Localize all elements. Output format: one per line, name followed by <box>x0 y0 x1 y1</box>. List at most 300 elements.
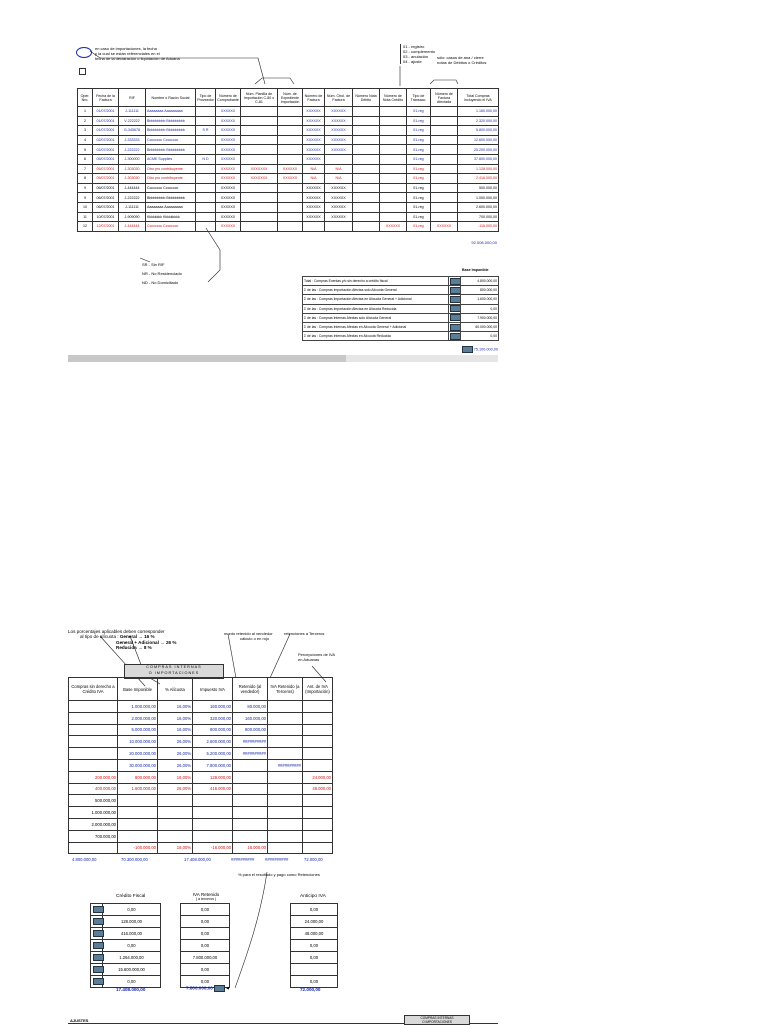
value-cell: 0,00 <box>181 976 230 988</box>
table-cell <box>278 183 303 193</box>
table-cell <box>268 724 303 736</box>
legend-line: ND - No Domiciliado <box>142 280 179 285</box>
table-cell <box>268 736 303 748</box>
table-cell: 30.000.000,00 <box>118 759 158 771</box>
value-cell: 0,00 <box>181 916 230 928</box>
table-cell: XXXXXX <box>216 183 241 193</box>
table-row <box>181 928 230 940</box>
table-cell: XXXXXX <box>216 145 241 155</box>
col-header: RIF <box>119 89 146 107</box>
table-cell: 2.600.000,00 <box>458 202 499 212</box>
summary-value: 800.000,00 <box>461 286 499 295</box>
value-cell: 0,00 <box>181 928 230 940</box>
calc-button[interactable] <box>450 287 461 294</box>
table-cell: 320.000,00 <box>193 712 233 724</box>
calc-button-cell[interactable] <box>91 964 103 976</box>
legend-line: 03 - anulación <box>403 54 429 59</box>
table-cell <box>241 154 278 164</box>
table-cell: 24.000,00 <box>303 771 333 783</box>
legend-line: 04 - ajuste <box>403 59 422 64</box>
table-cell: 01-reg <box>407 222 431 232</box>
table-cell: XXXXXX <box>216 193 241 203</box>
scrollbar-thumb[interactable] <box>68 355 346 362</box>
calc-button[interactable] <box>93 966 104 973</box>
table-cell <box>380 174 407 184</box>
table-row <box>291 952 338 964</box>
col-header: Tipo de Proveedor <box>196 89 216 107</box>
table-row <box>181 952 230 964</box>
calc-button[interactable] <box>450 305 461 312</box>
grand-total: 92.008.000,00 <box>471 240 497 245</box>
table-cell: 9 <box>78 193 93 203</box>
table-cell: 2.416.000,00 <box>458 174 499 184</box>
table-cell: N/A <box>303 174 325 184</box>
table-cell <box>303 724 333 736</box>
table-cell: XXXXXX <box>303 183 325 193</box>
table-cell: XXXXXX <box>303 135 325 145</box>
table-cell: J-111111 <box>119 202 146 212</box>
table-cell <box>278 193 303 203</box>
calc-button[interactable] <box>450 296 461 303</box>
table-cell: 01-reg <box>407 174 431 184</box>
table-cell: 01-reg <box>407 212 431 222</box>
table-cell <box>158 795 193 807</box>
value-cell: 1.264.000,00 <box>103 952 161 964</box>
table-cell <box>303 701 333 713</box>
table-cell: Aaaaaaaa Aaaaaaaaa <box>146 107 196 117</box>
table-row <box>291 964 338 976</box>
table-cell <box>353 222 380 232</box>
table-cell <box>118 818 158 830</box>
table-cell <box>69 736 118 748</box>
table-cell: XXXXXX <box>216 126 241 136</box>
table-cell: 10/07/2001 <box>93 212 119 222</box>
table-cell: 1.128.000,00 <box>458 164 499 174</box>
table-cell: J-444444 <box>119 183 146 193</box>
summary-total-row <box>448 346 498 353</box>
legend-line: SR - Sin RIF <box>142 262 165 267</box>
value-cell: 0,00 <box>103 976 161 988</box>
table-cell <box>69 748 118 760</box>
table-cell <box>69 701 118 713</box>
table-row <box>78 174 499 184</box>
calc-button[interactable] <box>93 942 104 949</box>
table-cell: Cccccccc Cccccccc <box>146 222 196 232</box>
table-cell: 10.000.000,00 <box>118 736 158 748</box>
table-row <box>69 818 333 830</box>
table-cell: 128.000,00 <box>193 771 233 783</box>
table-cell <box>431 126 458 136</box>
total-ant: 72.000,00 <box>304 857 323 862</box>
table-row <box>78 116 499 126</box>
calc-button-cell[interactable] <box>449 332 461 341</box>
note-line: cálculo o en rojo <box>240 636 270 641</box>
table-cell <box>196 107 216 117</box>
table-cell <box>196 164 216 174</box>
table-cell <box>303 807 333 819</box>
summary-value: 4.800.000,00 <box>461 277 499 286</box>
table-cell: 12/07/2001 <box>93 222 119 232</box>
value-cell: 0,00 <box>103 904 161 916</box>
table-cell: 500.000,00 <box>69 795 118 807</box>
table-cell <box>353 174 380 184</box>
table-cell: XXXXXX <box>325 145 353 155</box>
table-row <box>78 164 499 174</box>
summary-label: Σ de las : Compras Importación Afectas solo Alícuota General <box>303 286 449 295</box>
table-cell <box>241 193 278 203</box>
table-row <box>69 759 333 771</box>
table-cell: 800.000,00 <box>233 724 268 736</box>
group-header-line: COMPRAS INTERNAS <box>146 665 202 669</box>
table-cell: G-345678 <box>119 126 146 136</box>
table-cell <box>193 818 233 830</box>
table-cell: 20.000.000,00 <box>118 748 158 760</box>
table-cell: XXXXXX <box>278 164 303 174</box>
table-cell <box>268 748 303 760</box>
table-cell <box>193 795 233 807</box>
table-cell: XXXXXX <box>325 193 353 203</box>
rate-general-adicional: General + Adicional → 26 % <box>116 639 177 645</box>
legend-line: NR - No Residenciado <box>142 271 182 276</box>
table-cell: XXXXXX <box>216 202 241 212</box>
table-cell <box>353 183 380 193</box>
table-row <box>69 795 333 807</box>
horizontal-scrollbar[interactable] <box>68 355 498 362</box>
table-cell: 02/07/2001 <box>93 145 119 155</box>
table-cell: XXXXXX <box>325 107 353 117</box>
table-cell: 01-reg <box>407 183 431 193</box>
retained-title <box>186 892 226 901</box>
value-cell: 7.800.000,00 <box>181 952 230 964</box>
table-cell: 5.200.000,00 <box>193 748 233 760</box>
col-header: Impuesto IVA <box>193 678 233 701</box>
table-cell: XXXXXX <box>216 154 241 164</box>
summary-value: 7.900.000,00 <box>461 313 499 322</box>
table-cell: 500.000,00 <box>458 183 499 193</box>
table-cell <box>278 145 303 155</box>
table-cell <box>303 736 333 748</box>
table-row <box>291 904 338 916</box>
summary-body <box>303 277 499 341</box>
table-cell <box>353 107 380 117</box>
table-cell: Otro pro contribuyente <box>146 164 196 174</box>
table-cell <box>196 202 216 212</box>
table-cell: XXXXXX <box>216 164 241 174</box>
table-cell: ########## <box>233 748 268 760</box>
table-cell <box>233 818 268 830</box>
col-header: Oper. Nro. <box>78 89 93 107</box>
table-cell <box>431 116 458 126</box>
table-cell <box>353 135 380 145</box>
table-row <box>78 193 499 203</box>
summary-label: Σ de las : Compras Internas Afectas solo Alícuota General <box>303 313 449 322</box>
table-cell: J-303030 <box>119 174 146 184</box>
calc-button-cell[interactable] <box>449 286 461 295</box>
table-cell: ########## <box>268 759 303 771</box>
bottom-totals-row <box>68 857 332 865</box>
table-cell <box>380 164 407 174</box>
credit-title: Crédito Fiscal <box>116 894 146 899</box>
table-cell <box>196 222 216 232</box>
table-cell: 01-reg <box>407 193 431 203</box>
table-cell <box>241 183 278 193</box>
col-header: Fecha de la Factura <box>93 89 119 107</box>
table-cell: 25.200.000,00 <box>458 145 499 155</box>
table-cell: 1.000.000,00 <box>458 193 499 203</box>
value-cell: 128.000,00 <box>103 916 161 928</box>
table-row <box>91 928 161 940</box>
col-header: IVA Retenido (a Terceros) <box>268 678 303 701</box>
purchases-book-table <box>77 88 499 232</box>
table-cell <box>431 174 458 184</box>
table-cell: 16,00% <box>158 712 193 724</box>
table-row <box>91 904 161 916</box>
anticipo-body <box>291 904 338 988</box>
col-header: Base Imponible <box>118 678 158 701</box>
table-cell <box>380 202 407 212</box>
table-cell: 01/07/2001 <box>93 116 119 126</box>
table-cell: 5.000.000,00 <box>118 724 158 736</box>
table-row <box>78 183 499 193</box>
table-cell <box>118 830 158 842</box>
retained-title-line: IVA Retenido <box>192 892 220 897</box>
table-cell: 2.000.000,00 <box>69 818 118 830</box>
table-row <box>91 952 161 964</box>
calc-button[interactable] <box>93 930 104 937</box>
table-cell: 2 <box>78 116 93 126</box>
table-cell: 416.000,00 <box>193 783 233 795</box>
table-cell: 10 <box>78 202 93 212</box>
total-ret: ########## <box>231 857 255 862</box>
table-cell <box>268 783 303 795</box>
table-cell <box>233 795 268 807</box>
col-header: Número de Factura Afectada <box>431 89 458 107</box>
retained-total-value: 7.800.000,00 <box>186 985 213 991</box>
table-cell <box>158 830 193 842</box>
col-header: Número Nota Débito <box>353 89 380 107</box>
value-cell: 0,00 <box>291 904 338 916</box>
calc-button-cell[interactable] <box>91 904 103 916</box>
table-cell <box>69 842 118 854</box>
calc-button[interactable] <box>462 346 473 353</box>
table-cell: ########## <box>233 736 268 748</box>
total-ter: ########## <box>265 857 289 862</box>
table-cell: 3 <box>78 126 93 136</box>
retained-table <box>180 903 230 988</box>
table-cell <box>268 807 303 819</box>
table-cell: 2.600.000,00 <box>193 736 233 748</box>
table-row <box>291 940 338 952</box>
table-cell <box>303 222 325 232</box>
summary-row <box>303 332 499 341</box>
table-cell <box>196 183 216 193</box>
footer-right-line: O IMPORTACIONES <box>422 1020 452 1024</box>
table-cell: J-111111 <box>119 107 146 117</box>
table-cell: J-303030 <box>119 164 146 174</box>
table-cell <box>241 116 278 126</box>
calc-button-cell[interactable] <box>449 304 461 313</box>
table-cell: 9 <box>78 183 93 193</box>
summary-label: Σ de las : Compras Internas Afectas en Alícuota General + Adicional <box>303 322 449 331</box>
calc-button[interactable] <box>93 978 104 985</box>
table-cell: 1.600.000,00 <box>118 783 158 795</box>
table-cell <box>278 154 303 164</box>
table-cell <box>233 771 268 783</box>
table-cell: 01-reg <box>407 164 431 174</box>
table-cell: 01-reg <box>407 145 431 155</box>
table-cell <box>233 783 268 795</box>
table-cell: 700.000,00 <box>69 830 118 842</box>
summary-label: Σ de las : Compras Importación Afectas en Alícuota General + Adicional <box>303 295 449 304</box>
table-cell <box>278 116 303 126</box>
table-row <box>69 724 333 736</box>
footnote: % para el resultado y pago como Retenciones <box>238 872 320 877</box>
table-cell: V-222222 <box>119 116 146 126</box>
value-cell <box>291 964 338 976</box>
table-cell: 01-reg <box>407 116 431 126</box>
calc-button[interactable] <box>93 918 104 925</box>
summary-label: Σ de las : Compras Internas Afectas en Alícuota Reducida <box>303 332 449 341</box>
table-cell: 400.000,00 <box>69 783 118 795</box>
table-cell <box>241 212 278 222</box>
calc-button[interactable] <box>450 278 461 285</box>
calc-button-cell[interactable] <box>91 952 103 964</box>
table-cell <box>380 145 407 155</box>
value-cell: 48.000,00 <box>291 928 338 940</box>
summary-value: 1.600.000,00 <box>461 295 499 304</box>
table-cell: XXXXXX <box>216 135 241 145</box>
table-cell: 05/07/2001 <box>93 164 119 174</box>
table-cell: Otro pro contribuyente <box>146 174 196 184</box>
summary-total: 75.100.000,00 <box>473 347 498 352</box>
table-cell <box>380 154 407 164</box>
summary-label: Total : Compras Exentas y/o sin derecho a crédito fiscal <box>303 277 449 286</box>
table-cell <box>268 795 303 807</box>
table-cell: J-222222 <box>119 145 146 155</box>
col-header: Número de Comprobante <box>216 89 241 107</box>
table-cell <box>118 795 158 807</box>
table-row <box>69 771 333 783</box>
table-row <box>69 842 333 854</box>
table-cell: XXXXXX <box>325 135 353 145</box>
table-cell: 1.160.000,00 <box>458 107 499 117</box>
table-cell <box>431 202 458 212</box>
calc-button[interactable] <box>450 314 461 321</box>
retained-body <box>181 904 230 988</box>
table-body <box>78 107 499 232</box>
anticipo-table <box>290 903 338 988</box>
table-cell <box>303 795 333 807</box>
table-cell: XXXXXX <box>303 154 325 164</box>
table-cell: 16,00% <box>158 724 193 736</box>
table-row <box>78 202 499 212</box>
table-cell: XXXXXX <box>303 193 325 203</box>
table-cell: ACME Supplies <box>146 154 196 164</box>
summary-box <box>302 276 499 341</box>
table-row <box>69 783 333 795</box>
table-cell <box>196 135 216 145</box>
table-cell <box>380 193 407 203</box>
table-row <box>69 712 333 724</box>
rate-reducida: Reducida → 8 % <box>116 645 152 651</box>
value-cell: 0,00 <box>291 940 338 952</box>
table-cell: 48.000,00 <box>303 783 333 795</box>
table-cell <box>241 202 278 212</box>
calc-button-cell[interactable] <box>91 940 103 952</box>
table-cell: 4 <box>78 135 93 145</box>
calc-button[interactable] <box>450 333 461 340</box>
table-cell: 7.800.000,00 <box>193 759 233 771</box>
calc-button-cell[interactable] <box>449 322 461 331</box>
value-cell: 24.000,00 <box>291 916 338 928</box>
table-row <box>91 964 161 976</box>
table-cell <box>380 212 407 222</box>
table-cell: XXXXXX <box>216 212 241 222</box>
table-cell <box>196 116 216 126</box>
table-row <box>78 212 499 222</box>
table-cell: N/A <box>325 174 353 184</box>
table-cell <box>196 145 216 155</box>
calc-button-cell[interactable] <box>449 277 461 286</box>
summary-row <box>303 286 499 295</box>
retained-subtitle: ( a terceros ) <box>195 897 217 901</box>
table-cell <box>69 724 118 736</box>
table-cell <box>303 748 333 760</box>
calc-button-cell[interactable] <box>449 313 461 322</box>
table-cell <box>196 212 216 222</box>
table-cell: 5.800.000,00 <box>458 126 499 136</box>
total-iva: 17.408.000,00 <box>184 857 211 862</box>
note-line: en Aduanas <box>298 657 320 662</box>
table-cell: XXXXXX <box>303 107 325 117</box>
table-cell: 5 <box>78 145 93 155</box>
calc-button[interactable] <box>93 954 104 961</box>
table-cell: 16.000,00 <box>233 842 268 854</box>
table-cell <box>241 107 278 117</box>
calc-button-cell[interactable] <box>91 916 103 928</box>
table-header-row <box>69 678 333 701</box>
calc-button[interactable] <box>450 324 461 331</box>
table-row <box>291 928 338 940</box>
anticipo-title: Anticipo IVA <box>300 894 326 899</box>
table-row <box>91 976 161 988</box>
table-cell: S R <box>196 126 216 136</box>
calc-button[interactable] <box>93 906 104 913</box>
calc-button-cell[interactable] <box>91 928 103 940</box>
calc-button-cell[interactable] <box>449 295 461 304</box>
note-line: Los porcentajes aplicables deben corresponder <box>68 629 165 634</box>
note-line: en caso de importaciones, la fecha <box>95 46 157 51</box>
table-cell <box>353 202 380 212</box>
table-cell: 160.000,00 <box>193 701 233 713</box>
table-row <box>69 748 333 760</box>
table-cell: XXXXXX <box>325 116 353 126</box>
table-cell: 80.000,00 <box>233 701 268 713</box>
table-cell <box>303 759 333 771</box>
table-cell: XXXXXX <box>216 107 241 117</box>
table-cell <box>325 154 353 164</box>
table-cell: Bbbbbbbbb Bbbbbbbbb <box>146 126 196 136</box>
value-cell: 416.000,00 <box>103 928 161 940</box>
calc-button[interactable] <box>214 985 225 992</box>
summary-row <box>303 304 499 313</box>
table-cell: Cccccccc Cccccccc <box>146 183 196 193</box>
table-cell: 05/07/2001 <box>93 174 119 184</box>
calc-button-cell[interactable] <box>91 976 103 988</box>
table-cell <box>241 145 278 155</box>
table-cell: 1.000.000,00 <box>69 807 118 819</box>
table-cell <box>431 193 458 203</box>
